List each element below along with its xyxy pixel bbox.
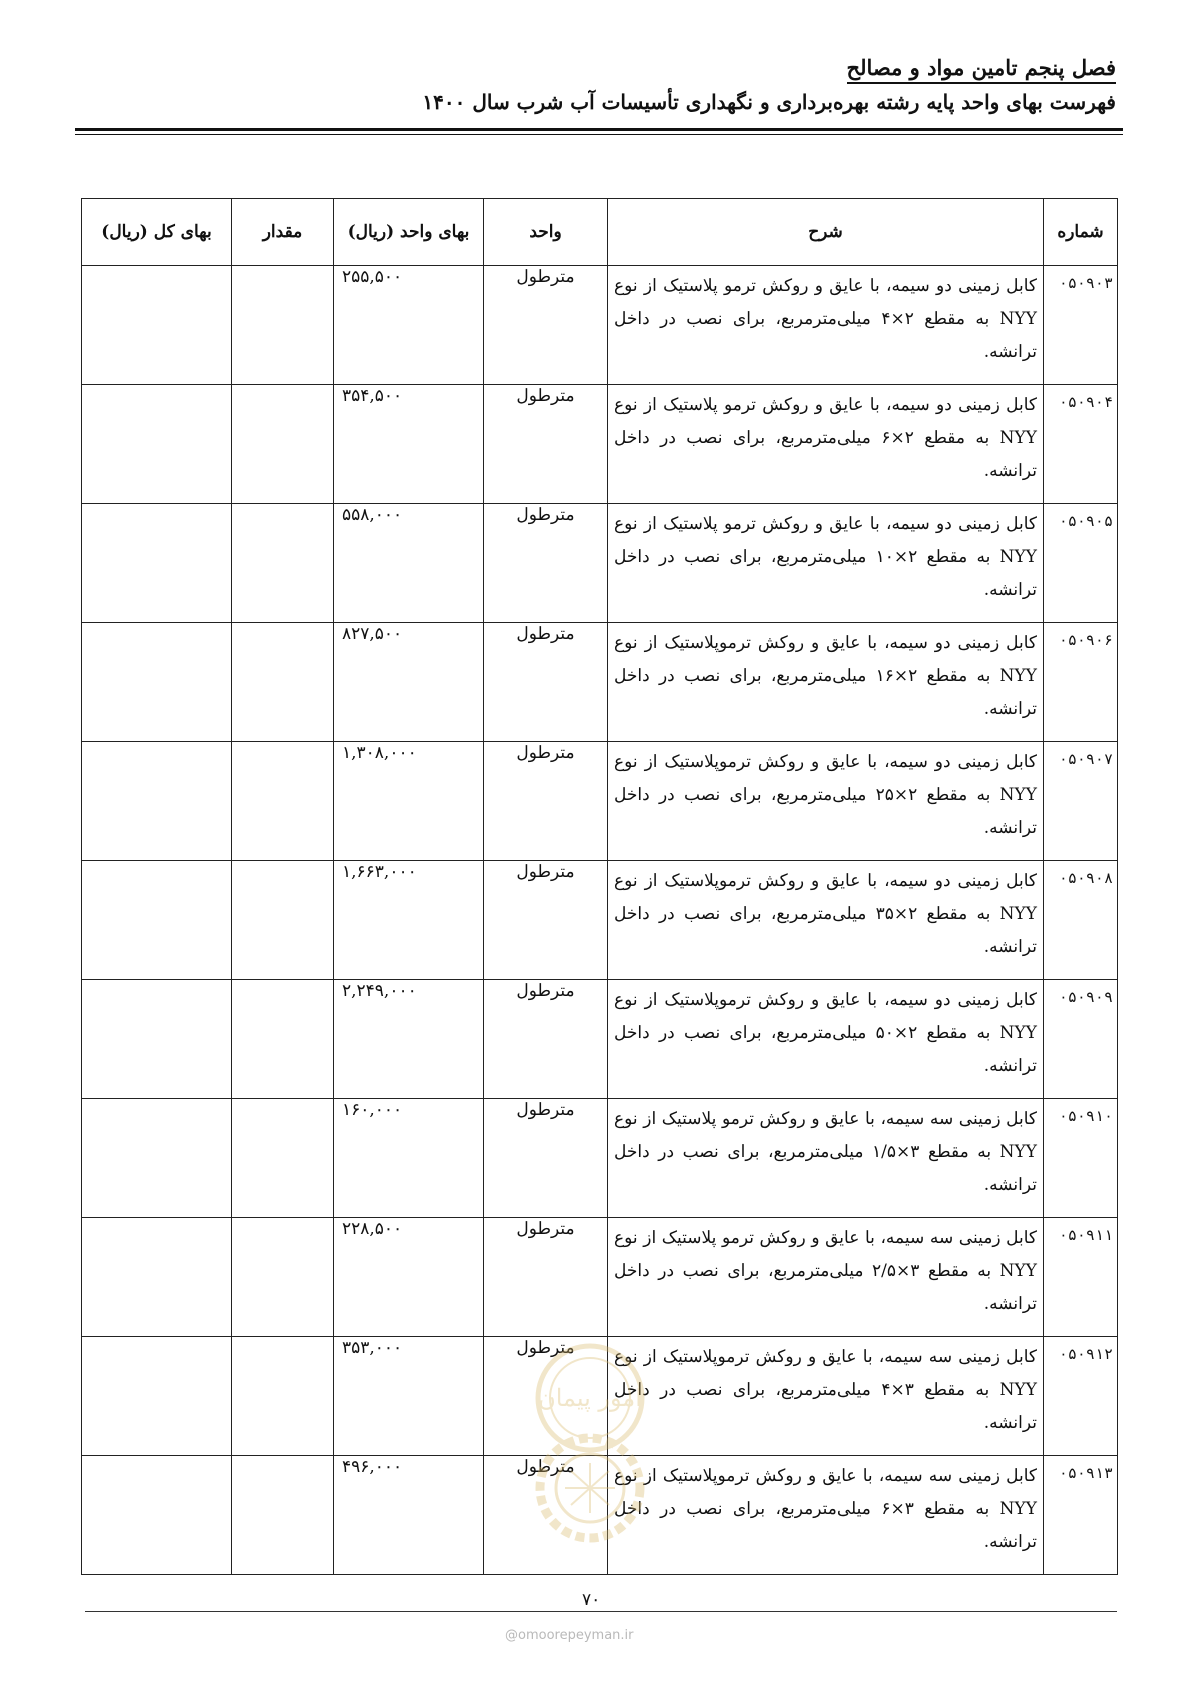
item-code: ۰۵۰۹۱۳: [1044, 1456, 1118, 1575]
item-total-price: [82, 742, 232, 861]
table-row: [82, 385, 1118, 504]
item-description: کابل زمینی دو سیمه، با عایق و روکش ترموپلاستیک از نوع NYY به مقطع ۲×۲۵ میلی‌مترمربع، برای نصب در داخل ترانشه.: [608, 742, 1044, 861]
item-quantity: [232, 623, 334, 742]
item-description: کابل زمینی سه سیمه، با عایق و روکش ترموپلاستیک از نوع NYY به مقطع ۳×۶ میلی‌مترمربع، برای نصب در داخل ترانشه.: [608, 1456, 1044, 1575]
item-code: ۰۵۰۹۱۰: [1044, 1099, 1118, 1218]
item-quantity: [232, 266, 334, 385]
item-unit-price: ۱,۶۶۳,۰۰۰: [334, 861, 484, 980]
item-quantity: [232, 861, 334, 980]
item-unit: مترطول: [484, 1099, 608, 1218]
item-description: کابل زمینی دو سیمه، با عایق و روکش ترمو پلاستیک از نوع NYY به مقطع ۲×۶ میلی‌مترمربع، برای نصب در داخل ترانشه.: [608, 385, 1044, 504]
item-code: ۰۵۰۹۰۷: [1044, 742, 1118, 861]
item-unit-price: ۲,۲۴۹,۰۰۰: [334, 980, 484, 1099]
page-number: ۷۰: [582, 1590, 601, 1610]
table-row: [82, 266, 1118, 385]
item-quantity: [232, 1337, 334, 1456]
header-code: شماره: [1044, 199, 1118, 266]
item-code: ۰۵۰۹۰۴: [1044, 385, 1118, 504]
item-unit: مترطول: [484, 861, 608, 980]
item-unit: مترطول: [484, 1456, 608, 1575]
item-total-price: [82, 980, 232, 1099]
item-quantity: [232, 742, 334, 861]
item-total-price: [82, 1456, 232, 1575]
item-description: کابل زمینی سه سیمه، با عایق و روکش ترمو پلاستیک از نوع NYY به مقطع ۳×۲/۵ میلی‌مترمربع، برای نصب در داخل ترانشه.: [608, 1218, 1044, 1337]
table-row: [82, 861, 1118, 980]
item-unit-price: ۳۵۳,۰۰۰: [334, 1337, 484, 1456]
item-unit: مترطول: [484, 742, 608, 861]
item-code: ۰۵۰۹۰۵: [1044, 504, 1118, 623]
item-unit-price: ۲۵۵,۵۰۰: [334, 266, 484, 385]
footer-rule: [85, 1611, 1117, 1612]
item-unit: مترطول: [484, 1337, 608, 1456]
item-total-price: [82, 266, 232, 385]
item-unit-price: ۱۶۰,۰۰۰: [334, 1099, 484, 1218]
item-total-price: [82, 1099, 232, 1218]
table-row: [82, 742, 1118, 861]
item-total-price: [82, 1337, 232, 1456]
item-description: کابل زمینی دو سیمه، با عایق و روکش ترموپلاستیک از نوع NYY به مقطع ۲×۱۶ میلی‌مترمربع، برای نصب در داخل ترانشه.: [608, 623, 1044, 742]
header-total-price: بهای کل (ریال): [82, 199, 232, 266]
item-unit: مترطول: [484, 266, 608, 385]
item-code: ۰۵۰۹۰۶: [1044, 623, 1118, 742]
watermark-text: امور پیمان: [538, 1384, 642, 1412]
item-total-price: [82, 385, 232, 504]
item-unit: مترطول: [484, 504, 608, 623]
item-quantity: [232, 1218, 334, 1337]
item-unit-price: ۴۹۶,۰۰۰: [334, 1456, 484, 1575]
item-quantity: [232, 385, 334, 504]
header-description: شرح: [608, 199, 1044, 266]
item-unit: مترطول: [484, 385, 608, 504]
item-total-price: [82, 1218, 232, 1337]
item-description: کابل زمینی سه سیمه، با عایق و روکش ترموپلاستیک از نوع NYY به مقطع ۳×۴ میلی‌مترمربع، برای نصب در داخل ترانشه.: [608, 1337, 1044, 1456]
item-unit-price: ۵۵۸,۰۰۰: [334, 504, 484, 623]
item-code: ۰۵۰۹۰۹: [1044, 980, 1118, 1099]
table-row: [82, 1099, 1118, 1218]
item-unit: مترطول: [484, 623, 608, 742]
table-header-row: [82, 199, 1118, 266]
site-url: @omoorepeyman.ir: [505, 1628, 634, 1643]
item-description: کابل زمینی دو سیمه، با عایق و روکش ترمو پلاستیک از نوع NYY به مقطع ۲×۴ میلی‌مترمربع، برای نصب در داخل ترانشه.: [608, 266, 1044, 385]
table-row: [82, 980, 1118, 1099]
item-unit-price: ۲۲۸,۵۰۰: [334, 1218, 484, 1337]
header-rule-thick: [75, 128, 1123, 131]
item-total-price: [82, 623, 232, 742]
header-quantity: مقدار: [232, 199, 334, 266]
page-header: [66, 55, 1116, 114]
item-quantity: [232, 1456, 334, 1575]
item-quantity: [232, 504, 334, 623]
table-row: [82, 504, 1118, 623]
item-unit: مترطول: [484, 980, 608, 1099]
item-unit-price: ۳۵۴,۵۰۰: [334, 385, 484, 504]
item-code: ۰۵۰۹۰۳: [1044, 266, 1118, 385]
document-subtitle: فهرست بهای واحد پایه رشته بهره‌برداری و نگهداری تأسیسات آب شرب سال ۱۴۰۰: [422, 90, 1116, 114]
item-description: کابل زمینی دو سیمه، با عایق و روکش ترمو پلاستیک از نوع NYY به مقطع ۲×۱۰ میلی‌مترمربع، برای نصب در داخل ترانشه.: [608, 504, 1044, 623]
header-unit: واحد: [484, 199, 608, 266]
header-unit-price: بهای واحد (ریال): [334, 199, 484, 266]
item-description: کابل زمینی دو سیمه، با عایق و روکش ترموپلاستیک از نوع NYY به مقطع ۲×۵۰ میلی‌مترمربع، برای نصب در داخل ترانشه.: [608, 980, 1044, 1099]
table-row: [82, 623, 1118, 742]
item-unit-price: ۱,۳۰۸,۰۰۰: [334, 742, 484, 861]
item-code: ۰۵۰۹۰۸: [1044, 861, 1118, 980]
item-total-price: [82, 861, 232, 980]
chapter-title: فصل پنجم تامین مواد و مصالح: [847, 55, 1116, 84]
seal-logo-icon: [505, 1338, 675, 1553]
item-unit-price: ۸۲۷,۵۰۰: [334, 623, 484, 742]
item-code: ۰۵۰۹۱۱: [1044, 1218, 1118, 1337]
item-unit: مترطول: [484, 1218, 608, 1337]
item-description: کابل زمینی سه سیمه، با عایق و روکش ترمو پلاستیک از نوع NYY به مقطع ۳×۱/۵ میلی‌مترمربع، برای نصب در داخل ترانشه.: [608, 1099, 1044, 1218]
item-quantity: [232, 1099, 334, 1218]
item-description: کابل زمینی دو سیمه، با عایق و روکش ترموپلاستیک از نوع NYY به مقطع ۲×۳۵ میلی‌مترمربع، برای نصب در داخل ترانشه.: [608, 861, 1044, 980]
header-rule-thin: [75, 134, 1123, 135]
item-code: ۰۵۰۹۱۲: [1044, 1337, 1118, 1456]
table-row: [82, 1218, 1118, 1337]
item-quantity: [232, 980, 334, 1099]
item-total-price: [82, 504, 232, 623]
